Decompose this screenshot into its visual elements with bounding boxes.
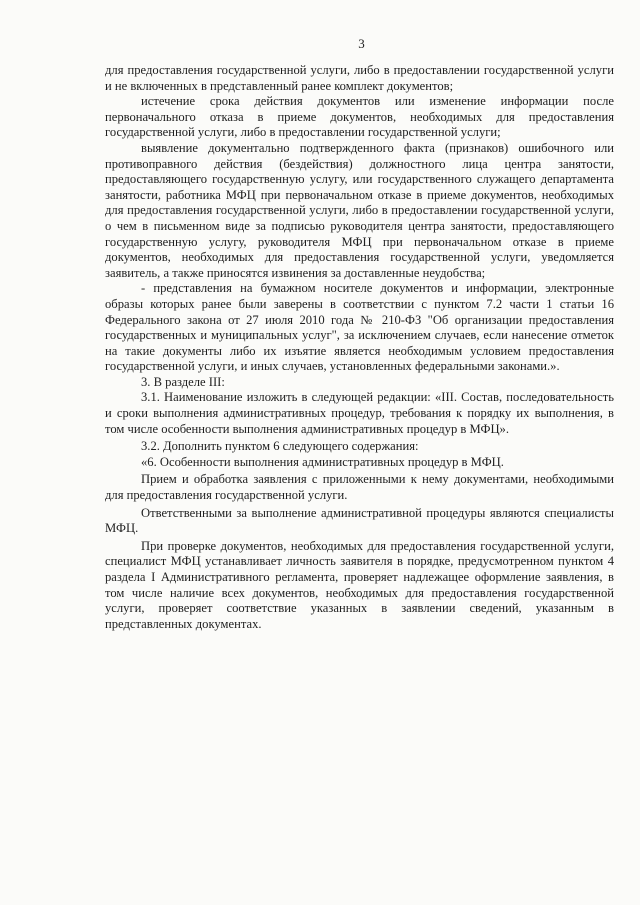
paragraph-continuation: для предоставления государственной услуги, либо в предоставлении государственной услуги и не включенных в представленный ранее комплект документов; xyxy=(105,63,614,93)
paragraph-paper-documents-clause: - представления на бумажном носителе документов и информации, электронные образы которых ранее были заверены в соответствии с пунктом 7.2 части 1 статьи 16 Федерального закона от 27 июля 2010 года № 210-ФЗ "Об организации предоставления государственных и муниципальных услуг", за исключением случаев, если нанесение отметок на такие документы либо их изъятие является необходимым условием предоставления государственной услуги, и иных случаев, установленных федеральными законами.». xyxy=(105,281,614,374)
paragraph-item-3-1: 3.1. Наименование изложить в следующей редакции: «III. Состав, последовательность и сроки выполнения административных процедур, требования к порядку их выполнения, в том числе особенности выполнения административных процедур в МФЦ». xyxy=(105,390,614,436)
paragraph-item-6-title: «6. Особенности выполнения административных процедур в МФЦ. xyxy=(141,454,504,469)
paragraph-item-3-2: 3.2. Дополнить пунктом 6 следующего содержания: xyxy=(141,439,419,454)
paragraph-responsible: Ответственными за выполнение административной процедуры являются специалисты МФЦ. xyxy=(105,505,614,536)
page-number: 3 xyxy=(358,36,365,51)
paragraph-verification: При проверке документов, необходимых для предоставления государственной услуги, специалист МФЦ устанавливает личность заявителя в порядке, предусмотренном пунктом 4 раздела I Административного регламента, проверяет надлежащее оформление заявления, в том числе наличие всех документов, необходимых для предоставления государственной услуги, проверяет соответствие указанных в заявлении сведений, указанным в представленных документах. xyxy=(105,538,614,631)
paragraph-error-clause: выявление документально подтвержденного факта (признаков) ошибочного или противоправного действия (бездействия) должностного лица центра занятости, предоставляющего государственную услугу, или государственного служащего департамента занятости, работника МФЦ при первоначальном отказе в приеме документов, необходимых для предоставления государственной услуги, либо в предоставлении государственной услуги, о чем в письменном виде за подписью руководителя центра занятости, предоставляющего государственную услугу, руководителя МФЦ при первоначальном отказе в приеме документов, необходимых для предоставления государственной услуги, уведомляется заявитель, а также приносятся извинения за доставленные неудобства; xyxy=(105,140,614,280)
paragraph-section-3-heading: 3. В разделе III: xyxy=(141,374,225,389)
paragraph-expiry-clause: истечение срока действия документов или изменение информации после первоначального отказа в приеме документов, необходимых для предоставления государственной услуги, либо в предоставлении государственной услуги; xyxy=(105,94,614,140)
document-body xyxy=(105,63,614,632)
paragraph-intake: Прием и обработка заявления с приложенными к нему документами, необходимыми для предоставления государственной услуги. xyxy=(105,472,614,503)
